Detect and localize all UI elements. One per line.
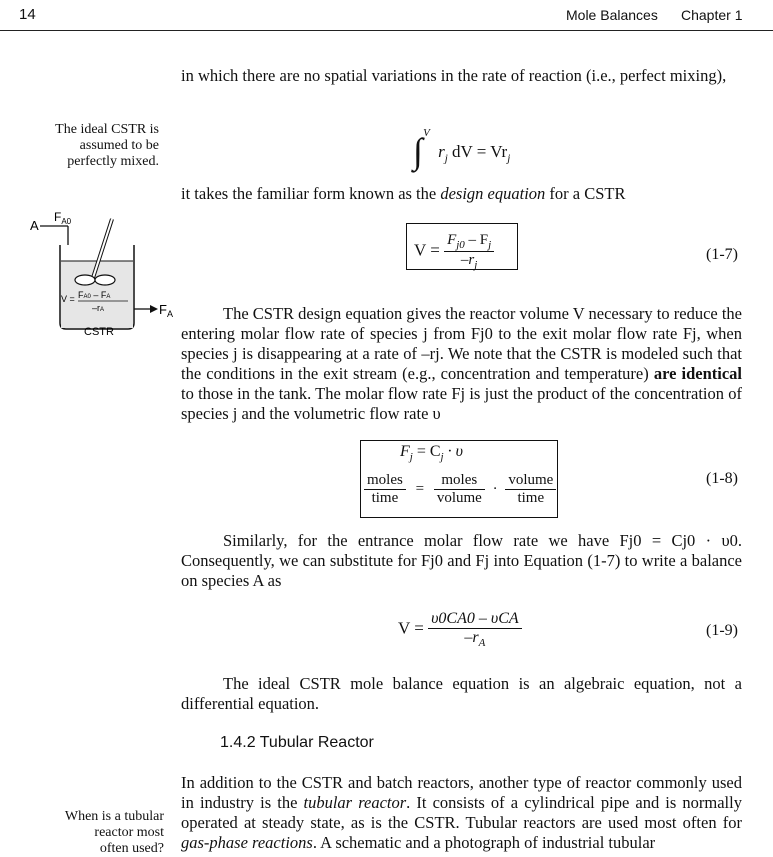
integral-equation: ∫ $^V$ $r_j$ dV = $Vr_j$	[413, 127, 511, 171]
paragraph-tubular-intro: In addition to the CSTR and batch reactors, another type of reactor commonly used in industry is the tubular reactor. It consists of a cylindrical pipe and is normally operated at steady state, as is the CSTR. Tubular reactors are used most often for gas-phase reactions. A schematic and a photograph of industrial tubular	[181, 773, 742, 852]
running-section-title: Mole Balances	[566, 7, 658, 23]
equation-1-9-number: (1-9)	[706, 622, 738, 639]
equation-1-8-line1: $F_j = C_j \cdot \upsilon$	[400, 443, 463, 464]
equation-1-7-number: (1-7)	[706, 246, 738, 263]
cstr-figure	[30, 205, 180, 340]
page-number: 14	[19, 6, 36, 23]
margin-note-tubular: When is a tubular reactor most often used?	[64, 809, 164, 856]
vol-eq-den: –rA	[92, 303, 105, 313]
vol-eq-lhs: V =	[61, 294, 75, 304]
paragraph-cstr-design: The CSTR design equation gives the reactor volume V necessary to reduce the entering molar flow rate of species j from Fj0 to the exit molar flow rate Fj, when species j is disappearing at a rate of –rj. We note that the CSTR is modeled such that the conditions in the exit stream (e.g., concentration and temperature) are identical to those in the tank. The molar flow rate Fj is just the product of the concentration of species j and the volumetric flow rate υ	[181, 304, 742, 423]
integral-sign: ∫	[413, 131, 423, 171]
equation-1-8-number: (1-8)	[706, 470, 738, 487]
paragraph-design-equation: it takes the familiar form known as the design equation for a CSTR	[181, 184, 626, 203]
page-header	[0, 0, 773, 31]
impeller-blade-right	[95, 275, 115, 285]
section-heading-tubular-reactor: 1.4.2 Tubular Reactor	[220, 734, 374, 751]
margin-note-cstr-mixed: The ideal CSTR is assumed to be perfectly mixed.	[55, 122, 159, 169]
inlet-species-label: A	[30, 218, 39, 233]
outlet-arrow	[150, 305, 158, 313]
equation-1-7: V = $\frac{F_{j0} - F_j}{-r_j}$	[414, 232, 494, 271]
paragraph-perfect-mixing: in which there are no spatial variations in the rate of reaction (i.e., perfect mixing),	[181, 66, 727, 85]
inlet-flow-label: $F_{A0}$	[54, 210, 72, 226]
paragraph-entrance-flow: Similarly, for the entrance molar flow rate we have Fj0 = Cj0 · υ0. Consequently, we can substitute for Fj0 and Fj into Equation (1-7) to write a balance on species A as	[181, 531, 742, 590]
outlet-flow-label: $F_A$	[159, 302, 173, 319]
impeller-blade-left	[75, 275, 95, 285]
paragraph-algebraic: The ideal CSTR mole balance equation is an algebraic equation, not a differential equation.	[181, 674, 742, 713]
figure-caption: CSTR	[84, 326, 114, 338]
vol-eq-num: FA0 – FA	[78, 290, 111, 300]
equation-1-9: V = $\frac{\text{υ0CA0 – υCA}}{-r_A}$	[398, 610, 522, 649]
running-chapter-title: Chapter 1	[681, 7, 743, 23]
equation-1-8-units: $\frac{\text{moles}}{\text{time}}$ = $\frac{\text{moles}}{\text{volume}}$ · $\frac{\text{volume}}{\text{time}}$	[364, 472, 556, 507]
